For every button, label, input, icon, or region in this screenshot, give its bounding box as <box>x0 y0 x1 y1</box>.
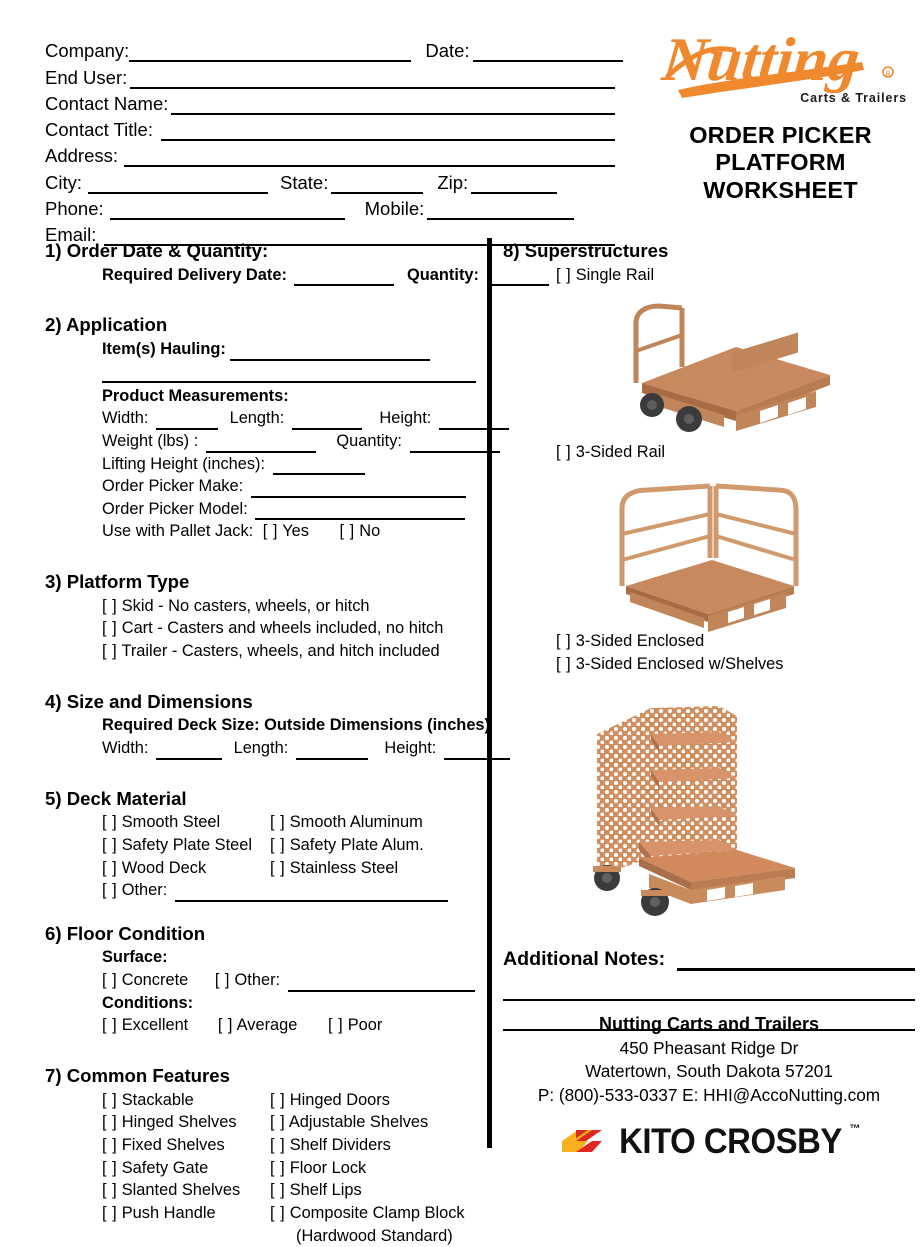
feature-hinged-shelves-label: Hinged Shelves <box>121 1113 237 1132</box>
deck-material-smooth-aluminum[interactable] <box>270 811 477 834</box>
product-measurements-label: Product Measurements: <box>102 386 289 405</box>
phone-label: Phone: <box>45 198 104 220</box>
platform-type-trailer-label: Trailer - Casters, wheels, and hitch included <box>121 642 440 661</box>
city-input-line[interactable] <box>88 174 268 194</box>
feature-row-7 <box>45 1225 477 1247</box>
deck-material-stainless-steel[interactable] <box>270 857 477 880</box>
zip-input-line[interactable] <box>471 174 557 194</box>
footer-company-name: Nutting Carts and Trailers <box>598 1014 820 1034</box>
feature-push-handle[interactable] <box>102 1202 270 1225</box>
floor-condition-average-label: Average <box>236 1016 298 1035</box>
feature-hinged-shelves[interactable] <box>102 1111 270 1134</box>
platform-type-trailer-checkbox[interactable]: [ ] <box>102 642 118 661</box>
deck-material-other-label: Other: <box>121 881 168 900</box>
brand-header <box>648 26 913 204</box>
date-label: Date: <box>425 40 470 62</box>
feature-hinged-shelves-checkbox[interactable]: [ ] <box>102 1113 118 1132</box>
left-column <box>45 238 491 1247</box>
platform-type-cart-label: Cart - Casters and wheels included, no hitch <box>121 619 444 638</box>
feature-safety-gate-checkbox[interactable]: [ ] <box>102 1158 118 1177</box>
order-picker-make-label: Order Picker Make: <box>102 477 244 496</box>
items-hauling-input-1[interactable] <box>230 343 430 361</box>
floor-surface-other-label: Other: <box>234 971 281 990</box>
feature-slanted-shelves-checkbox[interactable]: [ ] <box>102 1181 118 1200</box>
deck-width-input[interactable] <box>156 742 222 760</box>
platform-type-cart-row[interactable] <box>45 617 477 640</box>
address-input-line[interactable] <box>124 148 615 168</box>
deck-material-other-row <box>45 879 477 902</box>
feature-hinged-doors-checkbox[interactable]: [ ] <box>270 1090 286 1109</box>
superstructure-single-rail-row[interactable] <box>503 264 915 287</box>
order-picker-make-input[interactable] <box>251 480 466 498</box>
deck-height-input[interactable] <box>444 742 510 760</box>
feature-row-6 <box>45 1202 477 1225</box>
feature-fixed-shelves[interactable] <box>102 1134 270 1157</box>
product-height-label: Height: <box>379 409 432 428</box>
footer-block <box>503 1012 915 1166</box>
superstructure-3-sided-enclosed-shelves-label: 3-Sided Enclosed w/Shelves <box>575 654 784 673</box>
kito-crosby-logo <box>503 1118 915 1166</box>
floor-condition-poor-checkbox[interactable]: [ ] <box>327 1016 344 1035</box>
deck-height-label: Height: <box>384 738 437 757</box>
pallet-jack-yes-label: Yes <box>282 522 309 541</box>
superstructure-3-sided-rail-checkbox[interactable]: [ ] <box>556 442 572 461</box>
product-length-input[interactable] <box>292 412 362 430</box>
contact-row-contact-name <box>45 89 615 115</box>
section-6-heading: 6) Floor Condition <box>45 922 206 944</box>
end-user-input-line[interactable] <box>130 69 615 89</box>
deck-material-other-input[interactable] <box>175 884 448 902</box>
floor-condition-excellent-checkbox[interactable]: [ ] <box>102 1016 118 1035</box>
hardwood-standard-note: (Hardwood Standard) <box>296 1226 453 1245</box>
feature-fixed-shelves-checkbox[interactable]: [ ] <box>102 1135 118 1154</box>
contact-row-phone-mobile <box>45 194 615 220</box>
feature-row-1 <box>45 1089 477 1112</box>
feature-adjustable-shelves[interactable] <box>270 1111 477 1134</box>
deck-material-safety-plate-alum[interactable] <box>270 834 477 857</box>
kito-crosby-mark-icon <box>558 1125 606 1159</box>
deck-size-label: Required Deck Size: Outside Dimensions (inches) <box>102 716 491 735</box>
deck-material-safety-plate-steel-label: Safety Plate Steel <box>121 835 253 854</box>
pallet-jack-no-checkbox[interactable]: [ ] <box>339 522 355 541</box>
contact-name-input-line[interactable] <box>171 95 615 115</box>
platform-type-skid-checkbox[interactable]: [ ] <box>102 596 118 615</box>
items-hauling-row <box>45 338 477 361</box>
floor-conditions-row <box>45 1014 477 1037</box>
feature-adjustable-shelves-label: Adjustable Shelves <box>288 1113 429 1132</box>
section-2-heading: 2) Application <box>45 314 168 336</box>
feature-safety-gate-label: Safety Gate <box>121 1158 209 1177</box>
lifting-height-row <box>45 453 477 476</box>
order-picker-model-label: Order Picker Model: <box>102 499 248 518</box>
contact-row-city-state-zip <box>45 167 615 193</box>
section-5-heading: 5) Deck Material <box>45 787 187 809</box>
deck-material-smooth-steel-checkbox[interactable]: [ ] <box>102 813 118 832</box>
additional-notes-heading-row <box>503 948 915 971</box>
feature-stackable[interactable] <box>102 1089 270 1112</box>
feature-shelf-lips[interactable] <box>270 1179 477 1202</box>
feature-composite-clamp-block-label: Composite Clamp Block <box>289 1203 465 1222</box>
footer-contact-line: P: (800)-533-0337 E: HHI@AccoNutting.com <box>537 1084 881 1105</box>
feature-hinged-doors-label: Hinged Doors <box>289 1090 390 1109</box>
section-4-heading: 4) Size and Dimensions <box>45 690 253 712</box>
floor-condition-excellent-label: Excellent <box>121 1016 189 1035</box>
superstructure-3-sided-enclosed-checkbox[interactable]: [ ] <box>556 631 572 650</box>
deck-material-wood-deck-label: Wood Deck <box>121 858 207 877</box>
items-hauling-input-2[interactable] <box>102 366 476 384</box>
feature-stackable-checkbox[interactable]: [ ] <box>102 1090 118 1109</box>
feature-push-handle-label: Push Handle <box>121 1203 216 1222</box>
feature-push-handle-checkbox[interactable]: [ ] <box>102 1203 118 1222</box>
feature-composite-clamp-block[interactable] <box>270 1202 477 1225</box>
kito-crosby-wordmark: KITO CROSBY <box>618 1122 842 1162</box>
deck-material-safety-plate-alum-label: Safety Plate Alum. <box>289 835 424 854</box>
section-7-heading: 7) Common Features <box>45 1065 230 1087</box>
page-title-line2: PLATFORM <box>715 149 846 176</box>
section-3-heading: 3) Platform Type <box>45 571 190 593</box>
deck-width-label: Width: <box>102 738 149 757</box>
deck-material-smooth-aluminum-label: Smooth Aluminum <box>289 813 423 832</box>
product-width-input[interactable] <box>156 412 218 430</box>
single-rail-cart-image <box>564 291 854 439</box>
superstructure-3-sided-enclosed-row[interactable] <box>503 630 915 653</box>
pallet-jack-no-label: No <box>359 522 381 541</box>
feature-shelf-dividers-checkbox[interactable]: [ ] <box>270 1135 286 1154</box>
feature-hinged-doors[interactable] <box>270 1089 477 1112</box>
footer-address-line2: Watertown, South Dakota 57201 <box>585 1061 833 1082</box>
feature-row-5 <box>45 1179 477 1202</box>
floor-conditions-label: Conditions: <box>102 993 194 1012</box>
superstructure-3-sided-enclosed-shelves-row[interactable] <box>503 653 915 676</box>
product-weight-row <box>45 430 477 453</box>
feature-composite-clamp-block-checkbox[interactable]: [ ] <box>270 1203 286 1222</box>
feature-row-3 <box>45 1134 477 1157</box>
deck-length-input[interactable] <box>296 742 368 760</box>
deck-material-wood-deck[interactable] <box>102 857 270 880</box>
product-height-input[interactable] <box>439 412 509 430</box>
deck-material-safety-plate-steel[interactable] <box>102 834 270 857</box>
state-input-line[interactable] <box>331 174 423 194</box>
additional-notes-label: Additional Notes: <box>503 947 666 970</box>
right-column <box>503 238 915 1031</box>
contact-row-contact-title <box>45 115 615 141</box>
company-label: Company: <box>45 40 130 62</box>
company-input-line[interactable] <box>129 43 411 63</box>
feature-shelf-dividers-label: Shelf Dividers <box>289 1135 391 1154</box>
pallet-jack-label: Use with Pallet Jack: <box>102 522 254 541</box>
platform-type-cart-checkbox[interactable]: [ ] <box>102 619 118 638</box>
page-title-line1: ORDER PICKER <box>689 122 872 148</box>
floor-surface-label: Surface: <box>102 948 168 967</box>
lifting-height-input[interactable] <box>273 458 365 476</box>
superstructure-3-sided-rail-row[interactable] <box>503 441 915 464</box>
order-quantity-label: Quantity: <box>407 265 479 284</box>
deck-material-safety-plate-alum-checkbox[interactable]: [ ] <box>270 835 286 854</box>
contact-row-end-user <box>45 62 615 88</box>
product-width-label: Width: <box>102 409 149 428</box>
order-picker-model-input[interactable] <box>255 503 465 521</box>
feature-floor-lock-label: Floor Lock <box>289 1158 367 1177</box>
address-label: Address: <box>45 145 119 167</box>
contact-row-address <box>45 141 615 167</box>
column-divider <box>487 238 492 1148</box>
feature-safety-gate[interactable] <box>102 1157 270 1180</box>
deck-material-stainless-steel-label: Stainless Steel <box>289 858 399 877</box>
section-8-heading: 8) Superstructures <box>503 240 669 261</box>
superstructure-3-sided-enclosed-shelves-checkbox[interactable]: [ ] <box>556 654 572 673</box>
floor-surface-concrete-label: Concrete <box>121 971 189 990</box>
deck-material-stainless-steel-checkbox[interactable]: [ ] <box>270 858 286 877</box>
section-1-heading: 1) Order Date & Quantity: <box>45 240 269 261</box>
product-length-label: Length: <box>229 409 285 428</box>
deck-material-wood-deck-checkbox[interactable]: [ ] <box>102 858 118 877</box>
superstructure-3-sided-rail-label: 3-Sided Rail <box>575 442 666 461</box>
end-user-label: End User: <box>45 66 128 88</box>
superstructure-single-rail-checkbox[interactable]: [ ] <box>556 265 572 284</box>
product-dims-row <box>45 407 477 430</box>
pallet-jack-row <box>45 520 477 543</box>
superstructure-3-sided-enclosed-label: 3-Sided Enclosed <box>575 631 705 650</box>
deck-material-row-3 <box>45 857 477 880</box>
items-hauling-row-2 <box>45 361 477 385</box>
items-hauling-label: Item(s) Hauling: <box>102 339 226 358</box>
order-picker-make-row <box>45 475 477 498</box>
additional-notes-input-1[interactable] <box>677 949 915 971</box>
nutting-logo <box>648 26 913 105</box>
contact-header-fields <box>45 36 615 246</box>
pallet-jack-yes-checkbox[interactable]: [ ] <box>262 522 278 541</box>
deck-dims-row <box>45 737 477 760</box>
deck-material-smooth-aluminum-checkbox[interactable]: [ ] <box>270 813 286 832</box>
feature-shelf-lips-checkbox[interactable]: [ ] <box>270 1181 286 1200</box>
city-label: City: <box>45 171 82 193</box>
feature-slanted-shelves[interactable] <box>102 1179 270 1202</box>
mobile-label: Mobile: <box>364 198 425 220</box>
email-label: Email: <box>45 224 97 246</box>
deck-material-row-1 <box>45 811 477 834</box>
svg-text:Nutting: Nutting <box>658 26 863 94</box>
zip-label: Zip: <box>437 171 469 193</box>
platform-type-trailer-row[interactable] <box>45 640 477 663</box>
contact-name-label: Contact Name: <box>45 92 169 114</box>
contact-title-input-line[interactable] <box>161 122 615 142</box>
deck-material-other-checkbox[interactable]: [ ] <box>102 881 118 900</box>
required-delivery-date-label: Required Delivery Date: <box>102 265 287 284</box>
deck-material-row-2 <box>45 834 477 857</box>
floor-condition-poor-label: Poor <box>347 1016 383 1035</box>
footer-address-line1: 450 Pheasant Ridge Dr <box>619 1037 799 1058</box>
platform-type-skid-row[interactable] <box>45 595 477 618</box>
date-input-line[interactable] <box>473 43 623 63</box>
additional-notes-input-2[interactable] <box>503 971 915 1001</box>
floor-surface-row <box>45 969 477 992</box>
floor-condition-average-checkbox[interactable]: [ ] <box>217 1016 233 1035</box>
section-1-delivery-row <box>45 264 477 287</box>
product-quantity-label: Quantity: <box>336 431 402 450</box>
kito-crosby-tm: ™ <box>849 1123 861 1136</box>
feature-adjustable-shelves-checkbox[interactable]: [ ] <box>270 1113 286 1132</box>
page-title <box>648 122 913 204</box>
floor-surface-other-checkbox[interactable]: [ ] <box>214 971 230 990</box>
order-picker-model-row <box>45 498 477 521</box>
feature-row-4 <box>45 1157 477 1180</box>
feature-floor-lock[interactable] <box>270 1157 477 1180</box>
three-sided-rail-cart-image <box>564 468 854 628</box>
deck-material-safety-plate-steel-checkbox[interactable]: [ ] <box>102 835 118 854</box>
required-delivery-date-input[interactable] <box>294 269 394 287</box>
feature-shelf-dividers[interactable] <box>270 1134 477 1157</box>
deck-material-smooth-steel[interactable] <box>102 811 270 834</box>
deck-material-smooth-steel-label: Smooth Steel <box>121 813 221 832</box>
svg-text:R: R <box>884 71 891 78</box>
three-sided-enclosed-shelves-cart-image <box>559 690 859 926</box>
state-label: State: <box>280 171 329 193</box>
feature-row-2 <box>45 1111 477 1134</box>
feature-stackable-label: Stackable <box>121 1090 194 1109</box>
brand-tagline: Carts & Trailers <box>800 91 907 105</box>
product-quantity-input[interactable] <box>410 435 500 453</box>
product-weight-input[interactable] <box>206 435 316 453</box>
floor-surface-concrete-checkbox[interactable]: [ ] <box>102 971 118 990</box>
platform-type-skid-label: Skid - No casters, wheels, or hitch <box>121 596 370 615</box>
phone-input-line[interactable] <box>110 201 345 221</box>
feature-shelf-lips-label: Shelf Lips <box>289 1181 362 1200</box>
feature-fixed-shelves-label: Fixed Shelves <box>121 1135 225 1154</box>
product-weight-label: Weight (lbs) : <box>102 431 199 450</box>
deck-length-label: Length: <box>233 738 289 757</box>
lifting-height-label: Lifting Height (inches): <box>102 454 266 473</box>
contact-row-company <box>45 36 615 62</box>
floor-surface-other-input[interactable] <box>288 974 475 992</box>
feature-slanted-shelves-label: Slanted Shelves <box>121 1181 241 1200</box>
contact-title-label: Contact Title: <box>45 119 153 141</box>
feature-spacer <box>102 1225 270 1247</box>
mobile-input-line[interactable] <box>427 201 574 221</box>
feature-floor-lock-checkbox[interactable]: [ ] <box>270 1158 286 1177</box>
page-title-line3: WORKSHEET <box>703 176 858 203</box>
superstructure-single-rail-label: Single Rail <box>575 265 655 284</box>
